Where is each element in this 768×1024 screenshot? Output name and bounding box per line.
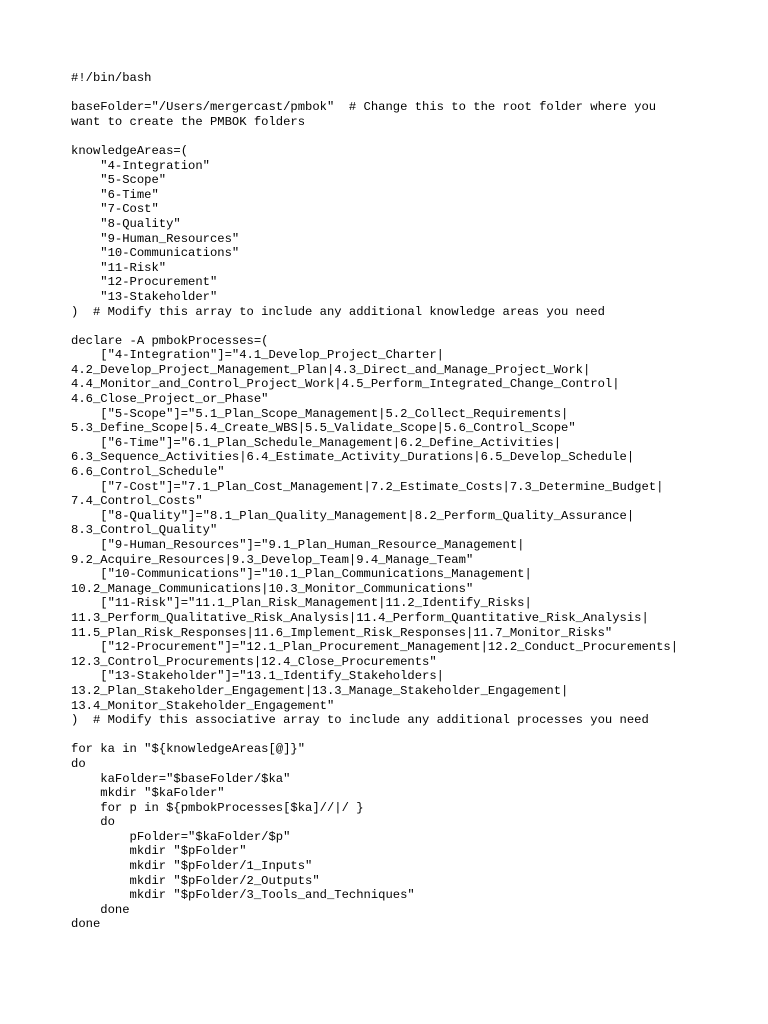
- code-line: "13-Stakeholder": [71, 289, 218, 304]
- code-line: ["10-Communications"]="10.1_Plan_Communications_Management|: [71, 567, 532, 582]
- code-line: "6-Time": [71, 187, 159, 202]
- code-line: 6.6_Control_Schedule": [71, 465, 225, 480]
- code-line: do: [71, 815, 115, 830]
- code-line: ["12-Procurement"]="12.1_Plan_Procurement_Management|12.2_Conduct_Procurements|: [71, 640, 679, 655]
- code-line: do: [71, 756, 86, 771]
- code-line: ["7-Cost"]="7.1_Plan_Cost_Management|7.2_Estimate_Costs|7.3_Determine_Budget|: [71, 479, 664, 494]
- code-line: 4.4_Monitor_and_Control_Project_Work|4.5_Perform_Integrated_Change_Control|: [71, 377, 620, 392]
- code-line: 10.2_Manage_Communications|10.3_Monitor_Communications": [71, 581, 474, 596]
- code-line: "11-Risk": [71, 260, 167, 275]
- code-line: "4-Integration": [71, 158, 210, 173]
- code-line: "8-Quality": [71, 216, 181, 231]
- blank-line: [71, 319, 711, 334]
- code-line: ["8-Quality"]="8.1_Plan_Quality_Management|8.2_Perform_Quality_Assurance|: [71, 508, 635, 523]
- code-line: 11.5_Plan_Risk_Responses|11.6_Implement_Risk_Responses|11.7_Monitor_Risks": [71, 625, 613, 640]
- code-line: "5-Scope": [71, 173, 167, 188]
- code-line: #!/bin/bash: [71, 71, 152, 85]
- code-line: "10-Communications": [71, 246, 240, 261]
- code-line: ["5-Scope"]="5.1_Plan_Scope_Management|5.2_Collect_Requirements|: [71, 406, 569, 421]
- code-line: ["11-Risk"]="11.1_Plan_Risk_Management|11.2_Identify_Risks|: [71, 596, 532, 611]
- code-line: ["9-Human_Resources"]="9.1_Plan_Human_Resource_Management|: [71, 538, 525, 552]
- code-line: kaFolder="$baseFolder/$ka": [71, 771, 291, 786]
- code-line: done: [71, 902, 130, 917]
- code-line: want to create the PMBOK folders: [71, 114, 306, 129]
- code-line: ["4-Integration"]="4.1_Develop_Project_Charter|: [71, 348, 444, 363]
- code-line: mkdir "$pFolder/3_Tools_and_Techniques": [71, 888, 415, 903]
- code-line: mkdir "$pFolder": [71, 844, 247, 859]
- code-line: 12.3_Control_Procurements|12.4_Close_Procurements": [71, 654, 437, 669]
- blank-line: [71, 129, 711, 144]
- code-line: 6.3_Sequence_Activities|6.4_Estimate_Activity_Durations|6.5_Develop_Schedule|: [71, 450, 635, 465]
- code-line: 4.6_Close_Project_or_Phase": [71, 392, 269, 407]
- code-line: 9.2_Acquire_Resources|9.3_Develop_Team|9.4_Manage_Team": [71, 552, 474, 567]
- code-line: 7.4_Control_Costs": [71, 494, 203, 509]
- blank-line: [71, 728, 711, 743]
- code-line: 13.4_Monitor_Stakeholder_Engagement": [71, 698, 335, 713]
- code-line: baseFolder="/Users/mergercast/pmbok" # Change this to the root folder where you: [71, 100, 657, 115]
- code-line: 5.3_Define_Scope|5.4_Create_WBS|5.5_Validate_Scope|5.6_Control_Scope": [71, 421, 576, 436]
- code-line: 8.3_Control_Quality": [71, 523, 218, 538]
- code-line: 11.3_Perform_Qualitative_Risk_Analysis|11.4_Perform_Quantitative_Risk_Analysis|: [71, 610, 649, 625]
- code-line: done: [71, 917, 101, 932]
- code-line: "12-Procurement": [71, 275, 218, 290]
- code-line: pFolder="$kaFolder/$p": [71, 829, 291, 844]
- code-line: ) # Modify this associative array to include any additional processes you need: [71, 713, 649, 728]
- code-line: ["13-Stakeholder"]="13.1_Identify_Stakeholders|: [71, 669, 444, 684]
- code-line: knowledgeAreas=(: [71, 143, 189, 158]
- code-line: for ka in "${knowledgeAreas[@]}": [71, 742, 306, 757]
- code-line: ["6-Time"]="6.1_Plan_Schedule_Management|6.2_Define_Activities|: [71, 435, 562, 450]
- code-line: 13.2_Plan_Stakeholder_Engagement|13.3_Manage_Stakeholder_Engagement|: [71, 683, 569, 698]
- code-line: for p in ${pmbokProcesses[$ka]//|/ }: [71, 800, 364, 815]
- blank-line: [71, 86, 711, 101]
- code-line: 4.2_Develop_Project_Management_Plan|4.3_Direct_and_Manage_Project_Work|: [71, 362, 591, 377]
- code-line: ) # Modify this array to include any additional knowledge areas you need: [71, 304, 605, 319]
- code-document: [71, 71, 711, 932]
- code-line: "9-Human_Resources": [71, 231, 240, 246]
- code-line: mkdir "$pFolder/2_Outputs": [71, 873, 320, 888]
- code-line: mkdir "$pFolder/1_Inputs": [71, 859, 313, 874]
- code-line: declare -A pmbokProcesses=(: [71, 333, 269, 348]
- code-line: "7-Cost": [71, 202, 159, 217]
- code-line: mkdir "$kaFolder": [71, 786, 225, 801]
